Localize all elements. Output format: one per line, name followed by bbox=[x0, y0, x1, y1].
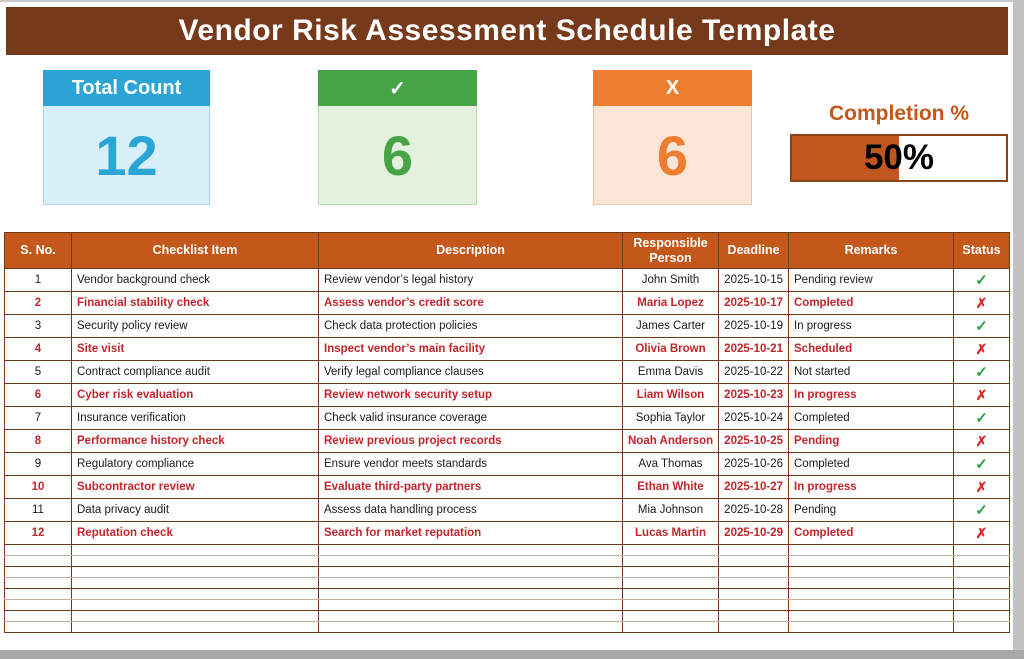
description-cell[interactable]: Review previous project records bbox=[319, 430, 623, 453]
check-icon: ✓ bbox=[975, 272, 988, 289]
empty-cell[interactable] bbox=[954, 578, 1010, 589]
empty-cell[interactable] bbox=[319, 545, 623, 556]
description-cell[interactable]: Assess data handling process bbox=[319, 499, 623, 522]
empty-row bbox=[5, 545, 1010, 556]
col-header-deadline[interactable]: Deadline bbox=[719, 233, 789, 269]
deadline-cell[interactable]: 2025-10-29 bbox=[719, 522, 789, 545]
deadline-cell[interactable]: 2025-10-19 bbox=[719, 315, 789, 338]
status-cell[interactable] bbox=[954, 338, 1010, 361]
deadline-cell[interactable]: 2025-10-23 bbox=[719, 384, 789, 407]
person-cell[interactable]: Emma Davis bbox=[623, 361, 719, 384]
completion-percent-value: 50% bbox=[863, 138, 935, 177]
empty-cell[interactable] bbox=[5, 600, 72, 611]
sno-cell[interactable]: 11 bbox=[5, 499, 72, 522]
empty-cell[interactable] bbox=[789, 600, 954, 611]
deadline-cell[interactable]: 2025-10-21 bbox=[719, 338, 789, 361]
col-header-person[interactable]: Responsible Person bbox=[623, 233, 719, 269]
col-header-remarks[interactable]: Remarks bbox=[789, 233, 954, 269]
empty-cell[interactable] bbox=[623, 611, 719, 622]
empty-row bbox=[5, 578, 1010, 589]
person-cell[interactable]: John Smith bbox=[623, 269, 719, 292]
item-cell[interactable]: Security policy review bbox=[72, 315, 319, 338]
table-header-row bbox=[5, 233, 1010, 269]
table-row bbox=[5, 315, 1010, 338]
empty-cell[interactable] bbox=[623, 545, 719, 556]
col-header-status[interactable]: Status bbox=[954, 233, 1010, 269]
check-icon: ✓ bbox=[975, 456, 988, 473]
total-count-card bbox=[43, 70, 210, 205]
empty-cell[interactable] bbox=[319, 556, 623, 567]
empty-cell[interactable] bbox=[319, 567, 623, 578]
remarks-cell[interactable]: In progress bbox=[789, 476, 954, 499]
status-cell[interactable] bbox=[954, 453, 1010, 476]
empty-cell[interactable] bbox=[319, 600, 623, 611]
table-row bbox=[5, 269, 1010, 292]
cross-icon: ✗ bbox=[975, 524, 988, 541]
item-cell[interactable]: Regulatory compliance bbox=[72, 453, 319, 476]
sno-cell[interactable]: 10 bbox=[5, 476, 72, 499]
deadline-cell[interactable]: 2025-10-24 bbox=[719, 407, 789, 430]
empty-cell[interactable] bbox=[5, 578, 72, 589]
person-cell[interactable]: Sophia Taylor bbox=[623, 407, 719, 430]
person-cell[interactable]: Mia Johnson bbox=[623, 499, 719, 522]
sno-cell[interactable]: 12 bbox=[5, 522, 72, 545]
remarks-cell[interactable]: In progress bbox=[789, 384, 954, 407]
empty-row bbox=[5, 589, 1010, 600]
window-top-edge bbox=[0, 0, 1024, 2]
total-count-label: Total Count bbox=[43, 70, 210, 106]
check-icon: ✓ bbox=[975, 410, 988, 427]
person-cell[interactable]: James Carter bbox=[623, 315, 719, 338]
empty-cell[interactable] bbox=[72, 545, 319, 556]
cross-icon: ✗ bbox=[975, 294, 988, 311]
failed-count-value: 6 bbox=[593, 106, 752, 205]
description-cell[interactable]: Inspect vendor’s main facility bbox=[319, 338, 623, 361]
description-cell[interactable]: Review network security setup bbox=[319, 384, 623, 407]
sno-cell[interactable]: 8 bbox=[5, 430, 72, 453]
empty-row bbox=[5, 600, 1010, 611]
empty-cell[interactable] bbox=[319, 589, 623, 600]
description-cell[interactable]: Check data protection policies bbox=[319, 315, 623, 338]
person-cell[interactable]: Noah Anderson bbox=[623, 430, 719, 453]
completion-label: Completion % bbox=[829, 102, 969, 125]
person-cell[interactable]: Maria Lopez bbox=[623, 292, 719, 315]
empty-cell[interactable] bbox=[72, 622, 319, 633]
deadline-cell[interactable]: 2025-10-17 bbox=[719, 292, 789, 315]
cross-icon: ✗ bbox=[975, 340, 988, 357]
status-cell[interactable] bbox=[954, 430, 1010, 453]
deadline-cell[interactable]: 2025-10-28 bbox=[719, 499, 789, 522]
remarks-cell[interactable]: Not started bbox=[789, 361, 954, 384]
empty-cell[interactable] bbox=[719, 600, 789, 611]
col-header-item[interactable]: Checklist Item bbox=[72, 233, 319, 269]
table-row bbox=[5, 430, 1010, 453]
empty-cell[interactable] bbox=[719, 545, 789, 556]
remarks-cell[interactable]: Completed bbox=[789, 292, 954, 315]
empty-cell[interactable] bbox=[72, 611, 319, 622]
table-row bbox=[5, 499, 1010, 522]
empty-cell[interactable] bbox=[954, 567, 1010, 578]
deadline-cell[interactable]: 2025-10-27 bbox=[719, 476, 789, 499]
empty-cell[interactable] bbox=[72, 556, 319, 567]
status-cell[interactable] bbox=[954, 407, 1010, 430]
sno-cell[interactable]: 1 bbox=[5, 269, 72, 292]
empty-cell[interactable] bbox=[5, 567, 72, 578]
status-cell[interactable] bbox=[954, 315, 1010, 338]
item-cell[interactable]: Performance history check bbox=[72, 430, 319, 453]
empty-cell[interactable] bbox=[719, 611, 789, 622]
empty-cell[interactable] bbox=[72, 578, 319, 589]
person-cell[interactable]: Ava Thomas bbox=[623, 453, 719, 476]
description-cell[interactable]: Review vendor’s legal history bbox=[319, 269, 623, 292]
status-cell[interactable] bbox=[954, 476, 1010, 499]
person-cell[interactable]: Ethan White bbox=[623, 476, 719, 499]
empty-row bbox=[5, 622, 1010, 633]
sno-cell[interactable]: 9 bbox=[5, 453, 72, 476]
table-body bbox=[5, 269, 1010, 633]
empty-cell[interactable] bbox=[954, 622, 1010, 633]
status-cell[interactable] bbox=[954, 384, 1010, 407]
check-icon: ✓ bbox=[318, 70, 477, 106]
empty-cell[interactable] bbox=[623, 589, 719, 600]
cross-icon: ✗ bbox=[975, 386, 988, 403]
description-cell[interactable]: Check valid insurance coverage bbox=[319, 407, 623, 430]
item-cell[interactable]: Data privacy audit bbox=[72, 499, 319, 522]
person-cell[interactable]: Olivia Brown bbox=[623, 338, 719, 361]
person-cell[interactable]: Lucas Martin bbox=[623, 522, 719, 545]
empty-cell[interactable] bbox=[319, 622, 623, 633]
completion-progress-bar bbox=[790, 134, 1008, 182]
deadline-cell[interactable]: 2025-10-25 bbox=[719, 430, 789, 453]
empty-row bbox=[5, 611, 1010, 622]
remarks-cell[interactable]: Completed bbox=[789, 453, 954, 476]
status-cell[interactable] bbox=[954, 269, 1010, 292]
check-icon: ✓ bbox=[975, 318, 988, 335]
description-cell[interactable]: Evaluate third-party partners bbox=[319, 476, 623, 499]
empty-cell[interactable] bbox=[72, 600, 319, 611]
remarks-cell[interactable]: Pending bbox=[789, 499, 954, 522]
item-cell[interactable]: Financial stability check bbox=[72, 292, 319, 315]
status-cell[interactable] bbox=[954, 499, 1010, 522]
sno-cell[interactable]: 5 bbox=[5, 361, 72, 384]
empty-cell[interactable] bbox=[789, 611, 954, 622]
schedule-table bbox=[4, 232, 1010, 633]
cross-icon: ✗ bbox=[975, 478, 988, 495]
passed-count-value: 6 bbox=[318, 106, 477, 205]
empty-cell[interactable] bbox=[719, 622, 789, 633]
empty-row bbox=[5, 556, 1010, 567]
sno-cell[interactable]: 7 bbox=[5, 407, 72, 430]
remarks-cell[interactable]: Completed bbox=[789, 522, 954, 545]
table-row bbox=[5, 407, 1010, 430]
empty-cell[interactable] bbox=[954, 611, 1010, 622]
check-icon: ✓ bbox=[975, 364, 988, 381]
item-cell[interactable]: Site visit bbox=[72, 338, 319, 361]
window-right-edge bbox=[1013, 0, 1024, 651]
deadline-cell[interactable]: 2025-10-15 bbox=[719, 269, 789, 292]
check-icon: ✓ bbox=[975, 502, 988, 519]
empty-cell[interactable] bbox=[623, 567, 719, 578]
table-row bbox=[5, 476, 1010, 499]
table-row bbox=[5, 522, 1010, 545]
empty-cell[interactable] bbox=[623, 600, 719, 611]
empty-cell[interactable] bbox=[789, 578, 954, 589]
remarks-cell[interactable]: Scheduled bbox=[789, 338, 954, 361]
remarks-cell[interactable]: Pending bbox=[789, 430, 954, 453]
empty-cell[interactable] bbox=[5, 545, 72, 556]
status-cell[interactable] bbox=[954, 292, 1010, 315]
sno-cell[interactable]: 2 bbox=[5, 292, 72, 315]
item-cell[interactable]: Reputation check bbox=[72, 522, 319, 545]
item-cell[interactable]: Contract compliance audit bbox=[72, 361, 319, 384]
item-cell[interactable]: Subcontractor review bbox=[72, 476, 319, 499]
item-cell[interactable]: Insurance verification bbox=[72, 407, 319, 430]
table-row bbox=[5, 453, 1010, 476]
empty-cell[interactable] bbox=[5, 622, 72, 633]
col-header-description[interactable]: Description bbox=[319, 233, 623, 269]
empty-cell[interactable] bbox=[72, 589, 319, 600]
cross-icon: X bbox=[593, 70, 752, 106]
sno-cell[interactable]: 3 bbox=[5, 315, 72, 338]
failed-count-card bbox=[593, 70, 752, 205]
description-cell[interactable]: Verify legal compliance clauses bbox=[319, 361, 623, 384]
table-row bbox=[5, 292, 1010, 315]
sno-cell[interactable]: 4 bbox=[5, 338, 72, 361]
table-row bbox=[5, 338, 1010, 361]
remarks-cell[interactable]: In progress bbox=[789, 315, 954, 338]
empty-cell[interactable] bbox=[719, 556, 789, 567]
empty-cell[interactable] bbox=[72, 567, 319, 578]
empty-cell[interactable] bbox=[954, 589, 1010, 600]
deadline-cell[interactable]: 2025-10-22 bbox=[719, 361, 789, 384]
empty-cell[interactable] bbox=[789, 545, 954, 556]
deadline-cell[interactable]: 2025-10-26 bbox=[719, 453, 789, 476]
description-cell[interactable]: Search for market reputation bbox=[319, 522, 623, 545]
empty-cell[interactable] bbox=[5, 589, 72, 600]
cross-icon: ✗ bbox=[975, 432, 988, 449]
person-cell[interactable]: Liam Wilson bbox=[623, 384, 719, 407]
status-cell[interactable] bbox=[954, 522, 1010, 545]
empty-cell[interactable] bbox=[623, 578, 719, 589]
empty-cell[interactable] bbox=[954, 600, 1010, 611]
empty-cell[interactable] bbox=[319, 578, 623, 589]
empty-cell[interactable] bbox=[5, 611, 72, 622]
col-header-sno[interactable]: S. No. bbox=[5, 233, 72, 269]
empty-cell[interactable] bbox=[789, 556, 954, 567]
empty-cell[interactable] bbox=[623, 556, 719, 567]
empty-cell[interactable] bbox=[719, 589, 789, 600]
empty-cell[interactable] bbox=[719, 578, 789, 589]
page-title: Vendor Risk Assessment Schedule Template bbox=[6, 7, 1008, 55]
empty-cell[interactable] bbox=[319, 611, 623, 622]
remarks-cell[interactable]: Completed bbox=[789, 407, 954, 430]
remarks-cell[interactable]: Pending review bbox=[789, 269, 954, 292]
empty-cell[interactable] bbox=[789, 567, 954, 578]
window-bottom-edge bbox=[0, 650, 1024, 659]
description-cell[interactable]: Assess vendor’s credit score bbox=[319, 292, 623, 315]
empty-cell[interactable] bbox=[623, 622, 719, 633]
empty-row bbox=[5, 567, 1010, 578]
sno-cell[interactable]: 6 bbox=[5, 384, 72, 407]
status-cell[interactable] bbox=[954, 361, 1010, 384]
description-cell[interactable]: Ensure vendor meets standards bbox=[319, 453, 623, 476]
total-count-value: 12 bbox=[43, 106, 210, 205]
passed-count-card bbox=[318, 70, 477, 205]
table-row bbox=[5, 361, 1010, 384]
empty-cell[interactable] bbox=[719, 567, 789, 578]
empty-cell[interactable] bbox=[954, 556, 1010, 567]
empty-cell[interactable] bbox=[789, 622, 954, 633]
empty-cell[interactable] bbox=[5, 556, 72, 567]
table-row bbox=[5, 384, 1010, 407]
item-cell[interactable]: Cyber risk evaluation bbox=[72, 384, 319, 407]
empty-cell[interactable] bbox=[954, 545, 1010, 556]
empty-cell[interactable] bbox=[789, 589, 954, 600]
item-cell[interactable]: Vendor background check bbox=[72, 269, 319, 292]
